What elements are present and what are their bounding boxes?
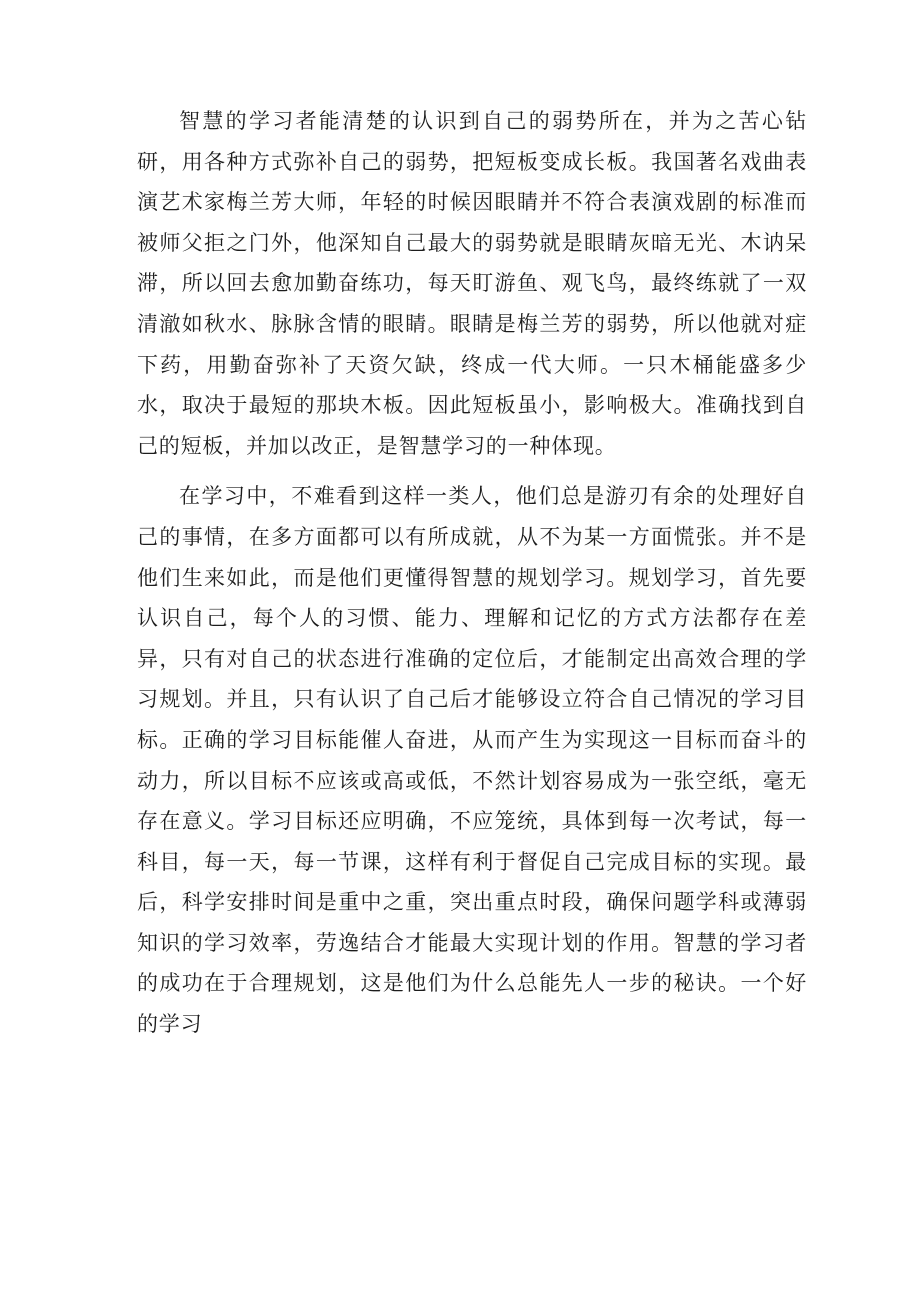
paragraph-1: 智慧的学习者能清楚的认识到自己的弱势所在，并为之苦心钻研，用各种方式弥补自己的弱势，把短板变成长板。我国著名戏曲表演艺术家梅兰芳大师，年轻的时候因眼睛并不符合表演戏剧的标准而被师父拒之门外，他深知自己最大的弱势就是眼睛灰暗无光、木讷呆滞，所以回去愈加勤奋练功，每天盯游鱼、观飞鸟，最终练就了一双清澈如秋水、脉脉含情的眼睛。眼睛是梅兰芳的弱势，所以他就对症下药，用勤奋弥补了天资欠缺，终成一代大师。一只木桶能盛多少水，取决于最短的那块木板。因此短板虽小，影响极大。准确找到自己的短板，并加以改正，是智慧学习的一种体现。 xyxy=(137,109,807,458)
paragraph-2: 在学习中，不难看到这样一类人，他们总是游刃有余的处理好自己的事情，在多方面都可以有所成就，从不为某一方面慌张。并不是他们生来如此，而是他们更懂得智慧的规划学习。规划学习，首先要认识自己，每个人的习惯、能力、理解和记忆的方式方法都存在差异，只有对自己的状态进行准确的定位后，才能制定出高效合理的学习规划。并且，只有认识了自己后才能够设立符合自己情况的学习目标。正确的学习目标能催人奋进，从而产生为实现这一目标而奋斗的动力，所以目标不应该或高或低，不然计划容易成为一张空纸，毫无存在意义。学习目标还应明确，不应笼统，具体到每一次考试，每一科目，每一天，每一节课，这样有利于督促自己完成目标的实现。最后，科学安排时间是重中之重，突出重点时段，确保问题学科或薄弱知识的学习效率，劳逸结合才能最大实现计划的作用。智慧的学习者的成功在于合理规划，这是他们为什么总能先人一步的秘诀。一个好的学习 xyxy=(137,484,807,1037)
document-body xyxy=(137,101,807,1045)
